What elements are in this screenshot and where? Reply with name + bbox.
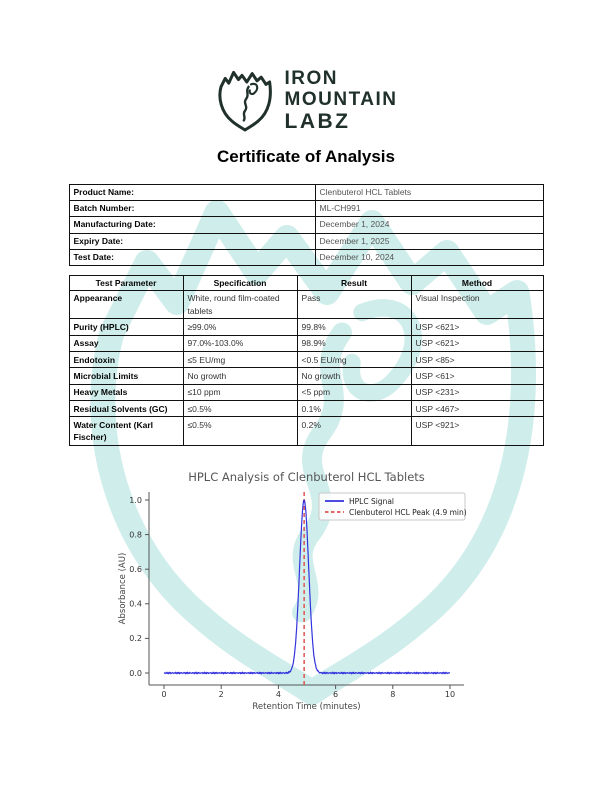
y-axis-label: Absorbance (AU) — [118, 552, 128, 625]
product-name-label: Product Name: — [69, 185, 315, 201]
x-tick-label: 8 — [390, 689, 396, 699]
mountain-shield-goat-icon — [215, 60, 275, 140]
manufacturing-date-label: Manufacturing Date: — [69, 217, 315, 233]
y-tick-label: 1.0 — [129, 495, 142, 505]
cell-method: USP <61> — [411, 368, 543, 384]
cell-result: 99.8% — [297, 319, 411, 335]
cell-method: USP <231> — [411, 384, 543, 400]
y-tick-label: 0.4 — [129, 599, 142, 609]
x-tick-label: 10 — [444, 689, 456, 699]
cell-specification: ≤10 ppm — [183, 384, 297, 400]
hplc-signal-trace — [164, 500, 450, 674]
table-row — [69, 368, 543, 384]
cell-result: <0.5 EU/mg — [297, 352, 411, 368]
col-test-parameter: Test Parameter — [69, 275, 183, 290]
cell-parameter: Microbial Limits — [69, 368, 183, 384]
cell-specification: No growth — [183, 368, 297, 384]
table-row — [69, 290, 543, 319]
cell-result: No growth — [297, 368, 411, 384]
brand-header — [0, 0, 612, 140]
test-date-value: December 10, 2024 — [315, 249, 543, 265]
table-header-row — [69, 275, 543, 290]
cell-method: USP <467> — [411, 401, 543, 417]
cell-method: USP <85> — [411, 352, 543, 368]
table-row — [69, 417, 543, 446]
table-row — [69, 352, 543, 368]
y-tick-label: 0.2 — [129, 634, 142, 644]
col-specification: Specification — [183, 275, 297, 290]
cell-method: USP <621> — [411, 335, 543, 351]
table-row — [69, 201, 543, 217]
table-row — [69, 185, 543, 201]
x-tick-label: 0 — [161, 689, 167, 699]
legend-label-peak: Clenbuterol HCL Peak (4.9 min) — [349, 507, 467, 517]
test-date-label: Test Date: — [69, 249, 315, 265]
cell-parameter: Assay — [69, 335, 183, 351]
batch-number-label: Batch Number: — [69, 201, 315, 217]
cell-parameter: Water Content (Karl Fischer) — [69, 417, 183, 446]
y-tick-label: 0.6 — [129, 564, 142, 574]
brand-line-3: LABZ — [284, 109, 351, 133]
x-tick-label: 4 — [275, 689, 281, 699]
cell-method: Visual Inspection — [411, 290, 543, 319]
cell-parameter: Residual Solvents (GC) — [69, 401, 183, 417]
x-tick-label: 6 — [333, 689, 339, 699]
x-axis-label: Retention Time (minutes) — [252, 701, 361, 712]
cell-specification: ≤0.5% — [183, 401, 297, 417]
batch-number-value: ML-CH991 — [315, 201, 543, 217]
cell-parameter: Purity (HPLC) — [69, 319, 183, 335]
document-title: Certificate of Analysis — [217, 147, 395, 166]
brand-line-2: MOUNTAIN — [284, 88, 398, 110]
table-row — [69, 384, 543, 400]
test-results-table — [69, 275, 544, 446]
legend-label-signal: HPLC Signal — [349, 496, 394, 506]
product-name-value: Clenbuterol HCL Tablets — [315, 185, 543, 201]
brand-line-1: IRON — [284, 67, 339, 89]
product-info-table — [69, 184, 544, 266]
cell-result: Pass — [297, 290, 411, 319]
table-row — [69, 233, 543, 249]
hplc-chart — [81, 466, 531, 716]
cell-specification: 97.0%-103.0% — [183, 335, 297, 351]
x-tick-label: 2 — [218, 689, 224, 699]
cell-result: 0.1% — [297, 401, 411, 417]
expiry-date-label: Expiry Date: — [69, 233, 315, 249]
chart-title: HPLC Analysis of Clenbuterol HCL Tablets — [188, 469, 425, 484]
cell-specification: ≤5 EU/mg — [183, 352, 297, 368]
y-tick-label: 0.0 — [129, 668, 142, 678]
y-tick-label: 0.8 — [129, 530, 142, 540]
cell-parameter: Appearance — [69, 290, 183, 319]
col-result: Result — [297, 275, 411, 290]
cell-result: 0.2% — [297, 417, 411, 446]
cell-method: USP <621> — [411, 319, 543, 335]
manufacturing-date-value: December 1, 2024 — [315, 217, 543, 233]
table-row — [69, 335, 543, 351]
table-row — [69, 249, 543, 265]
table-row — [69, 319, 543, 335]
cell-specification: ≤0.5% — [183, 417, 297, 446]
cell-specification: White, round film-coated tablets — [183, 290, 297, 319]
table-row — [69, 401, 543, 417]
cell-parameter: Heavy Metals — [69, 384, 183, 400]
cell-method: USP <921> — [411, 417, 543, 446]
table-row — [69, 217, 543, 233]
cell-specification: ≥99.0% — [183, 319, 297, 335]
expiry-date-value: December 1, 2025 — [315, 233, 543, 249]
brand-wordmark — [285, 69, 398, 132]
hplc-chromatogram-svg — [81, 466, 531, 716]
cell-parameter: Endotoxin — [69, 352, 183, 368]
col-method: Method — [411, 275, 543, 290]
cell-result: 98.9% — [297, 335, 411, 351]
cell-result: <5 ppm — [297, 384, 411, 400]
